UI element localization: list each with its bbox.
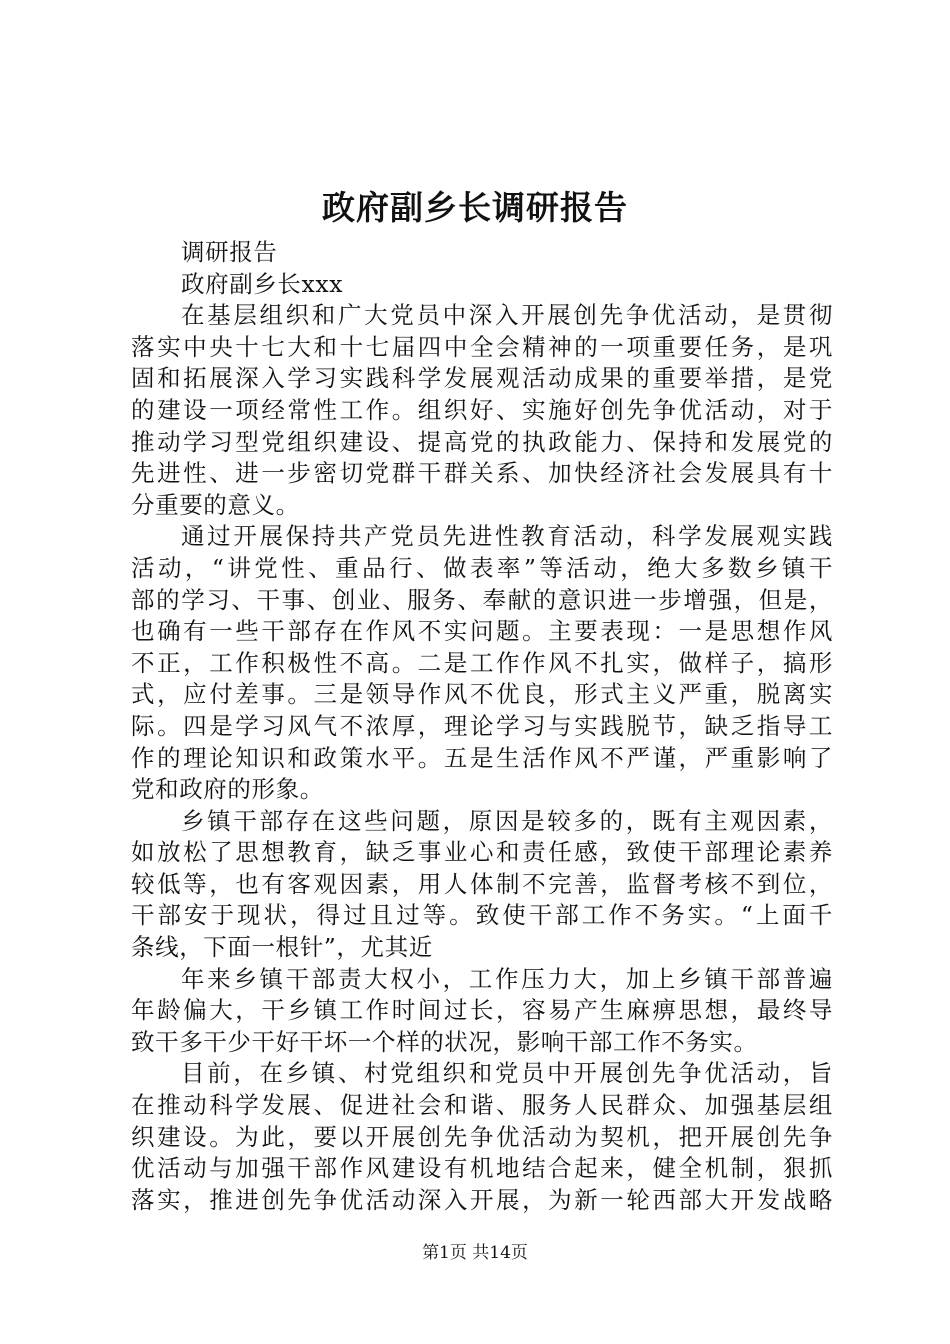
text-line: 也确有一些干部存在作风不实问题。主要表现：一是思想作风 — [131, 617, 833, 646]
text-line: 目前，在乡镇、村党组织和党员中开展创先争优活动，旨 — [181, 1059, 833, 1088]
text-line: 作的理论知识和政策水平。五是生活作风不严谨，严重影响了 — [131, 743, 833, 772]
text-line: 活动，“讲党性、重品行、做表率”等活动，绝大多数乡镇干 — [131, 553, 833, 582]
text-line: 不正，工作积极性不高。二是工作作风不扎实，做样子，搞形 — [131, 648, 833, 677]
page-number-footer: 第1页 共14页 — [422, 1243, 528, 1263]
text-line: 际。四是学习风气不浓厚，理论学习与实践脱节，缺乏指导工 — [131, 711, 833, 740]
text-line: 较低等，也有客观因素，用人体制不完善，监督考核不到位， — [131, 869, 833, 898]
text-line: 推动学习型党组织建设、提高党的执政能力、保持和发展党的 — [131, 427, 833, 456]
text-line: 的建设一项经常性工作。组织好、实施好创先争优活动，对于 — [131, 395, 833, 424]
text-line: 式，应付差事。三是领导作风不优良，形式主义严重，脱离实 — [131, 680, 833, 709]
text-line: 优活动与加强干部作风建设有机地结合起来，健全机制，狠抓 — [131, 1154, 833, 1183]
text-line: 固和拓展深入学习实践科学发展观活动成果的重要举措，是党 — [131, 364, 833, 393]
text-line: 如放松了思想教育，缺乏事业心和责任感，致使干部理论素养 — [131, 838, 833, 867]
document-title: 政府副乡长调研报告 — [322, 188, 628, 227]
text-line: 通过开展保持共产党员先进性教育活动，科学发展观实践 — [181, 522, 833, 551]
text-line: 先进性、进一步密切党群干群关系、加快经济社会发展具有十 — [131, 459, 833, 488]
text-line: 致干多干少干好干坏一个样的状况，影响干部工作不务实。 — [131, 1027, 758, 1056]
text-line: 分重要的意义。 — [131, 490, 300, 519]
text-line: 在基层组织和广大党员中深入开展创先争优活动，是贯彻 — [181, 301, 833, 330]
text-line: 年龄偏大，干乡镇工作时间过长，容易产生麻痹思想，最终导 — [131, 996, 833, 1025]
text-line: 调研报告 — [181, 238, 278, 266]
text-line: 织建设。为此，要以开展创先争优活动为契机，把开展创先争 — [131, 1122, 833, 1151]
text-line: 落实中央十七大和十七届四中全会精神的一项重要任务，是巩 — [131, 332, 833, 361]
document-body — [131, 237, 833, 1216]
text-line: 部的学习、干事、创业、服务、奉献的意识进一步增强，但是， — [131, 585, 833, 614]
text-line: 年来乡镇干部责大权小，工作压力大，加上乡镇干部普遍 — [181, 964, 833, 993]
text-line: 落实，推进创先争优活动深入开展，为新一轮西部大开发战略 — [131, 1185, 833, 1214]
text-line: 干部安于现状，得过且过等。致使干部工作不务实。“上面千 — [131, 901, 833, 930]
text-line: 在推动科学发展、促进社会和谐、服务人民群众、加强基层组 — [131, 1091, 833, 1120]
text-line: 条线，下面一根针”，尤其近 — [131, 933, 433, 962]
text-line: 党和政府的形象。 — [131, 775, 324, 804]
text-line: 政府副乡长xxx — [181, 269, 344, 298]
text-line: 乡镇干部存在这些问题，原因是较多的，既有主观因素， — [181, 806, 833, 835]
